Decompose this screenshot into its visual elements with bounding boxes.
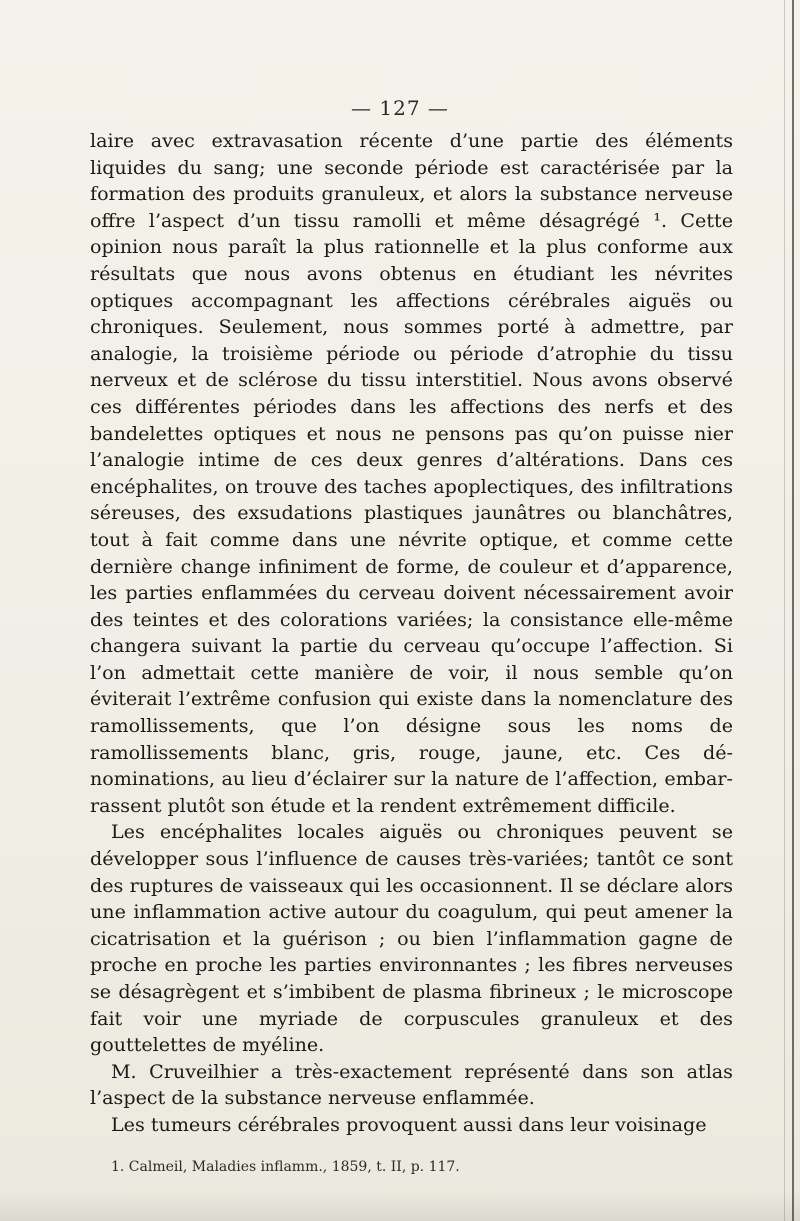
footnote: 1. Calmeil, Maladies inflamm., 1859, t. II, p. 117. [111,1159,460,1175]
paragraph-4: Les tumeurs cérébrales provoquent aussi dans leur voisinage [111,1112,707,1136]
page-bottom-shadow [0,1191,800,1221]
page-number: — 127 — [351,96,449,120]
body-text [90,128,733,1139]
page-edge-line [792,0,794,1221]
paragraph-1: laire avec extravasation récente d’une partie des éléments liquides du sang; une seconde période est caractérisée par la formation des produits granuleux, et alors la substance nerveuse offre l’aspect d’un tissu ramolli et même désagrégé ¹. Cette opinion nous paraît la plus rationnelle et la plus conforme aux résultats que nous avons obtenus en étudiant les névrites optiques accompagnant les affections cérébrales aiguës ou chroniques. Seulement, nous sommes porté à admettre, par analogie, la troisième période ou période d’atrophie du tissu nerveux et de sclérose du tissu interstitiel. Nous avons observé ces différentes périodes dans les affections des nerfs et des bandelettes optiques et nous ne pensons pas qu’on puisse nier l’analogie intime de ces deux genres d’altérations. Dans ces encéphalites, on trouve des taches apoplectiques, des infiltrations séreuses, des exsudations plastiques jaunâtres ou blanchâtres, tout à fait comme dans une névrite optique, et comme cette dernière change infiniment de forme, de couleur et d’apparence, les parties enflammées du cerveau doivent nécessairement avoir des teintes et des colorations variées; la consistance elle-même changera suivant la partie du cerveau qu’occupe l’affection. Si l’on admettait cette manière de voir, il nous semble qu’on éviterait l’extrême confusion qui existe dans la nomenclature des ramollissements, que l’on désigne sous les noms de ramollissements blanc, gris, rouge, jaune, etc. Ces dénominations, au lieu d’éclairer sur la nature de l’affection, embarrassent plutôt son étude et la rendent extrêmement difficile. [90,129,733,817]
paragraph-2: Les encéphalites locales aiguës ou chroniques peuvent se développer sous l’influence de causes très-variées; tantôt ce sont des ruptures de vaisseaux qui les occasionnent. Il se déclare alors une inflammation active autour du coagulum, qui peut amener la cicatrisation et la guérison ; ou bien l’inflammation gagne de proche en proche les parties environnantes ; les fibres nerveuses se désagrègent et s’imbibent de plasma fibrineux ; le microscope fait voir une myriade de corpuscules granuleux et des gouttelettes de myéline. [90,820,733,1057]
paragraph-3: M. Cruveilhier a très-exactement représenté dans son atlas l’aspect de la substance nerveuse enflammée. [90,1059,733,1110]
page-edge-shadow [784,0,785,1221]
